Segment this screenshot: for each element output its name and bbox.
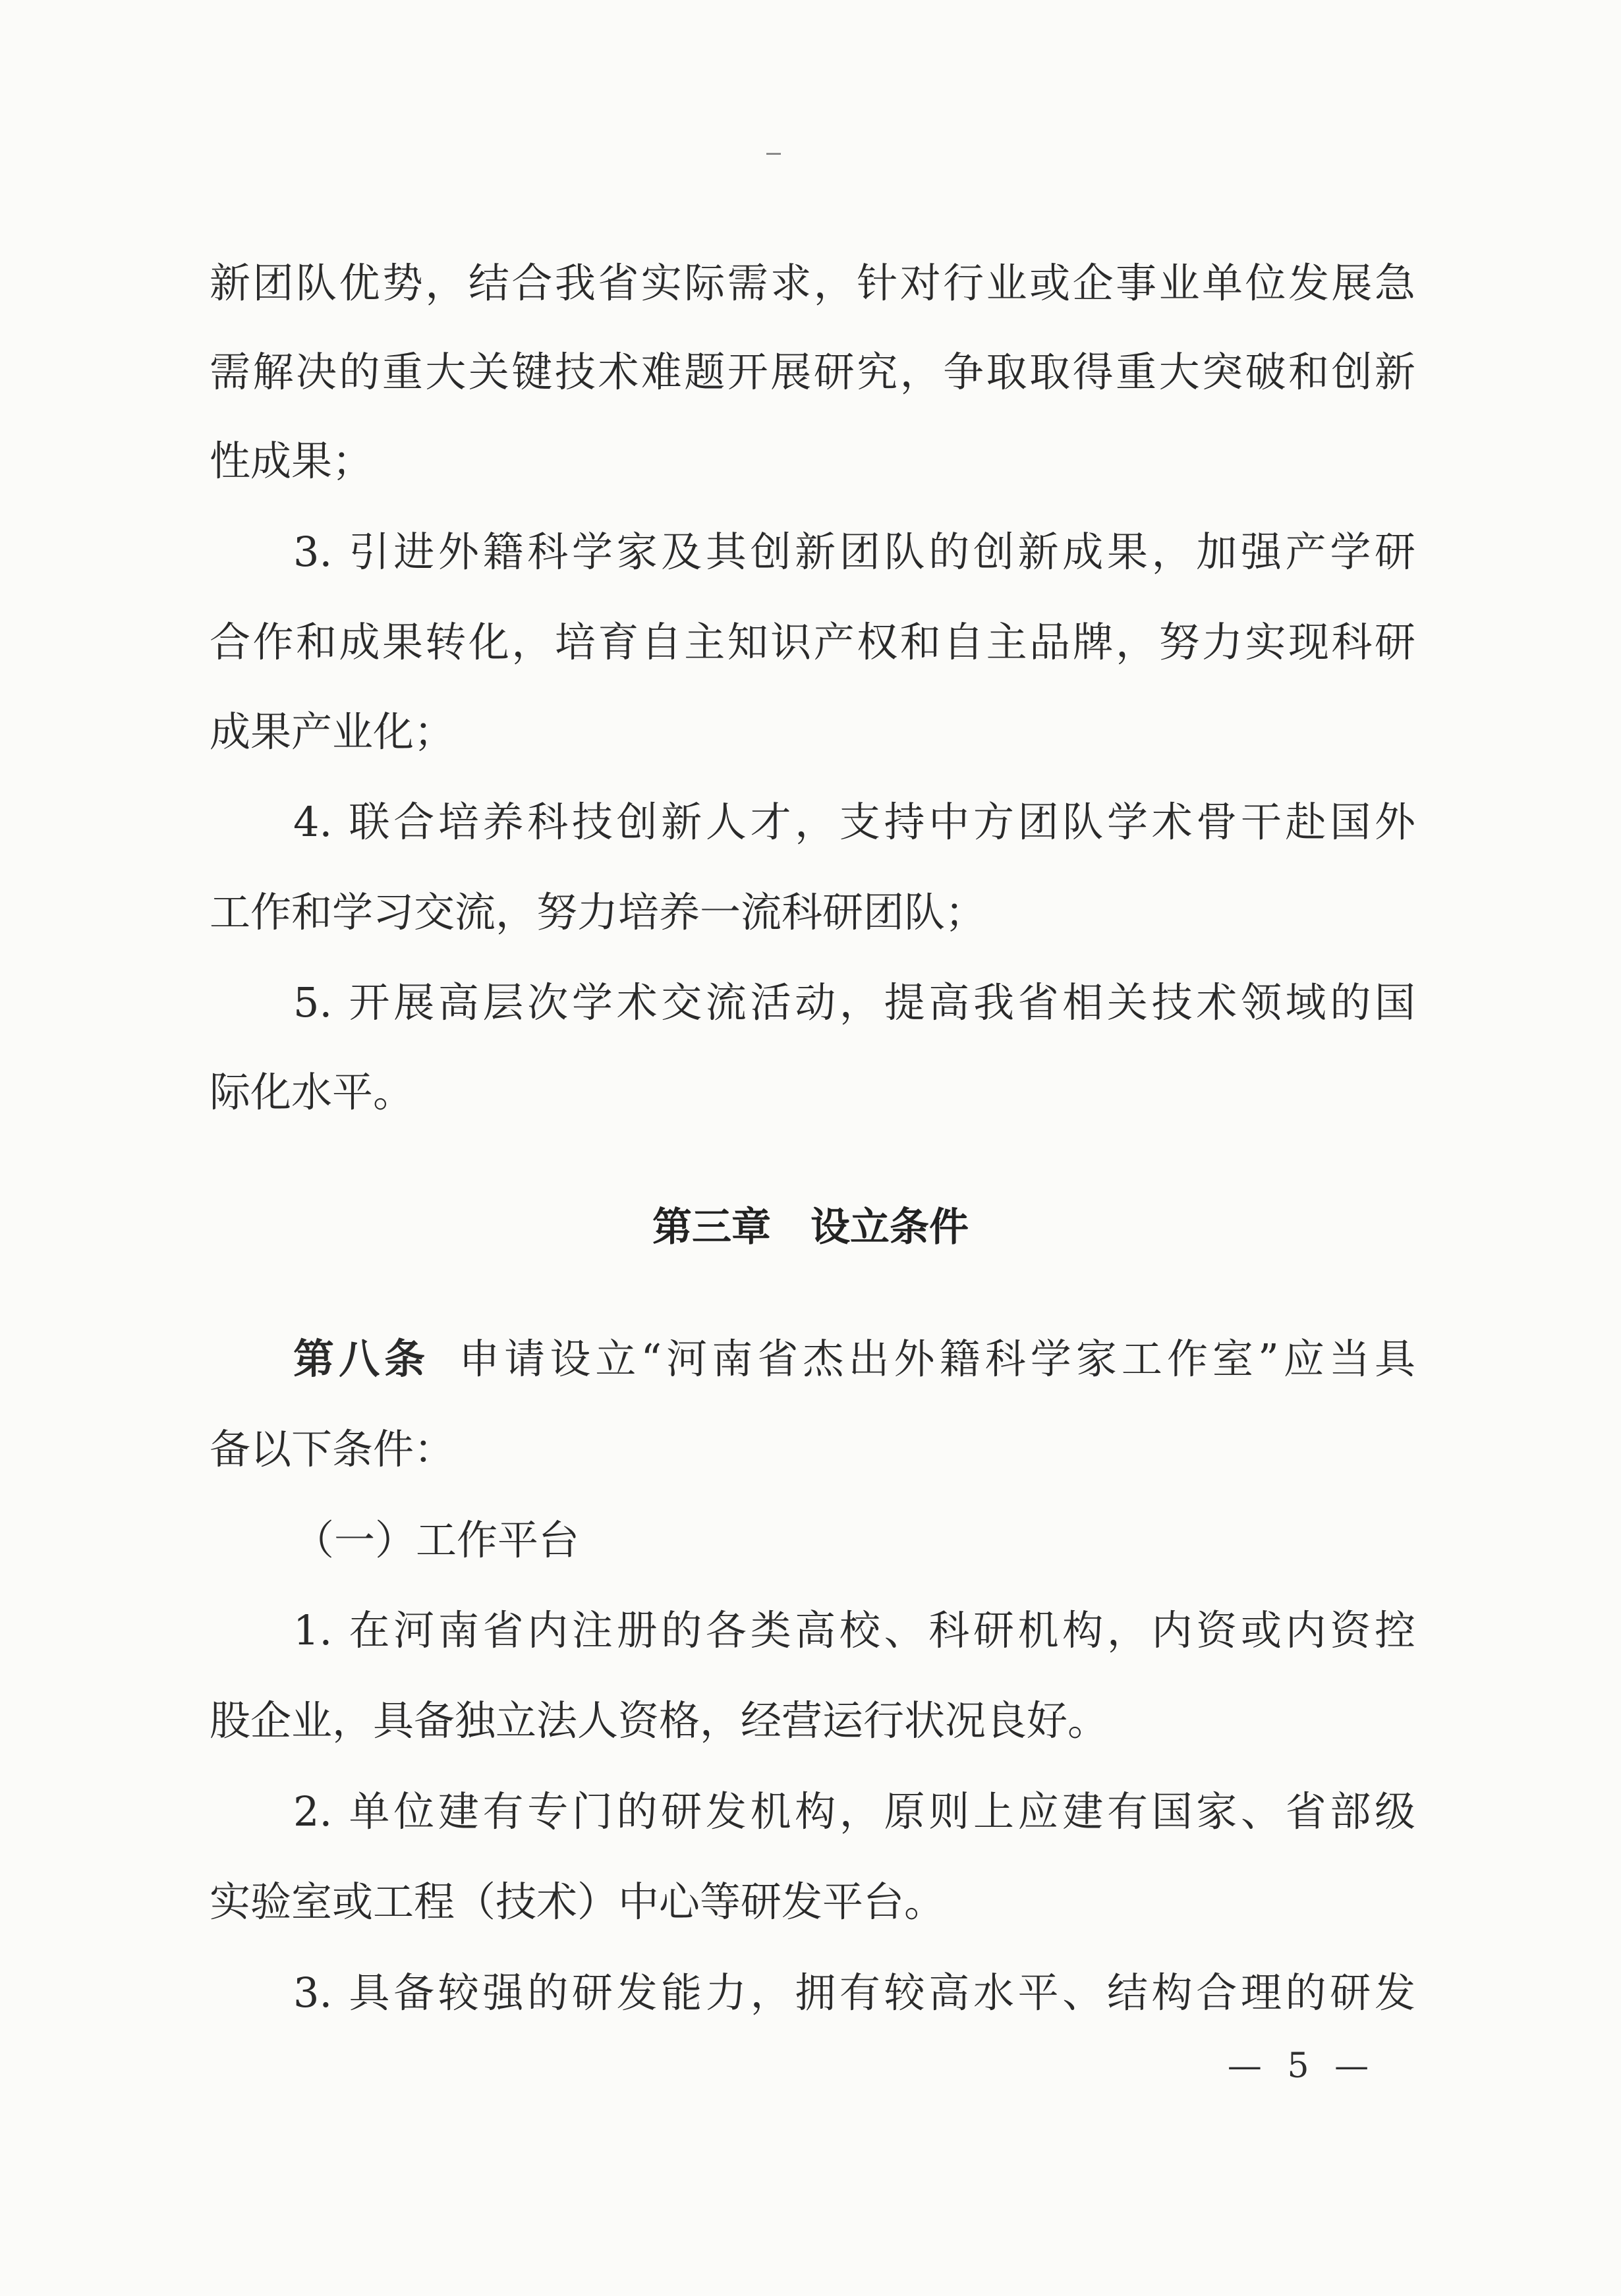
section-heading: （一）工作平台 [293,1516,580,1564]
body-line: 实验室或工程（技术）中心等研发平台。 [210,1878,946,1926]
chapter-heading: 第三章 设立条件 [652,1204,969,1250]
body-line: 需解决的重大关键技术难题开展研究，争取取得重大突破和创新 [210,348,1415,396]
body-line: 1. 在河南省内注册的各类高校、科研机构，内资或内资控 [293,1606,1415,1654]
article-line [293,1330,1415,1389]
body-line: 工作和学习交流，努力培养一流科研团队； [210,888,986,936]
body-line: 成果产业化； [210,708,455,756]
article-text: 申请设立“河南省杰出外籍科学家工作室”应当具 [459,1335,1415,1383]
body-line: 股企业，具备独立法人资格，经营运行状况良好。 [210,1696,1109,1745]
body-line: 3. 引进外籍科学家及其创新团队的创新成果，加强产学研 [293,528,1415,576]
scan-mark [766,153,781,155]
body-line: 际化水平。 [210,1068,414,1116]
article-label: 第八条 [293,1335,430,1383]
body-line: 4. 联合培养科技创新人才，支持中方团队学术骨干赴国外 [293,798,1415,846]
body-line: 备以下条件： [210,1425,455,1473]
body-line: 2. 单位建有专门的研发机构，原则上应建有国家、省部级 [293,1787,1415,1835]
page-number: — 5 — [1227,2046,1369,2086]
body-line: 5. 开展高层次学术交流活动，提高我省相关技术领域的国 [293,978,1415,1026]
body-line: 合作和成果转化，培育自主知识产权和自主品牌，努力实现科研 [210,618,1415,666]
body-line: 性成果； [210,437,374,485]
body-line: 新团队优势，结合我省实际需求，针对行业或企事业单位发展急 [210,259,1415,307]
body-line: 3. 具备较强的研发能力，拥有较高水平、结构合理的研发 [293,1969,1415,2017]
